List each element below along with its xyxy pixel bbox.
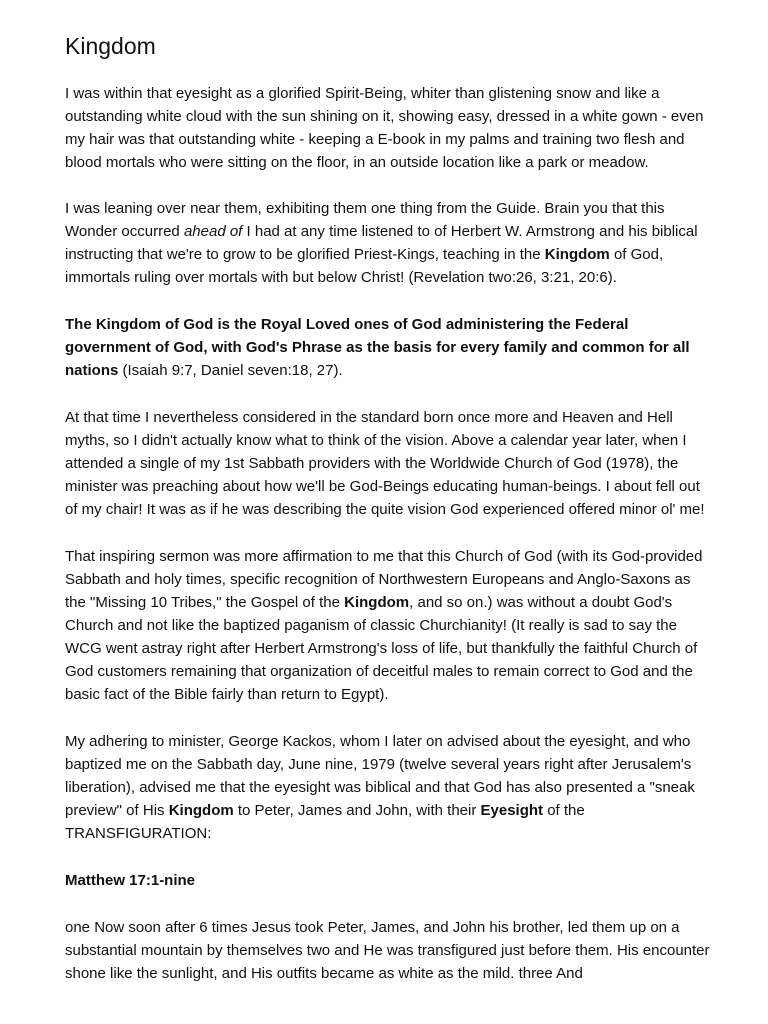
paragraph-text: My adhering to minister, George Kackos, whom I later on advised about the eyesight, and who baptized me on the Sabbath day, June nine, 1979 (twelve several years right after Jerusalem's liberation), advised me that the eyesight was biblical and that God has also presented a "sneak preview" of His bbox=[65, 733, 695, 819]
paragraph-sabbath-service: At that time I nevertheless considered in the standard born once more and Heaven and Hell myths, so I didn't actually know what to think of the vision. Above a calendar year later, when I attended a single of my 1st Sabbath providers with the Worldwide Church of God (1978), the minister was preaching about how we'll be God-Beings educating human-beings. I about fell out of my chair! It was as if he was describing the quite vision God experienced offered minor ol' me! bbox=[65, 409, 705, 518]
paragraph-text: I had at any time listened to of Herbert W. Armstrong and his biblical instructing that we're to grow to be glorified Priest-Kings, teaching in the bbox=[65, 223, 698, 263]
bold-statement: The Kingdom of God is the Royal Loved ones of God administering the Federal government of God, with God's Phrase as the basis for every family and common for all nations bbox=[65, 316, 690, 379]
page-title: Kingdom bbox=[65, 33, 156, 59]
paragraph-minister bbox=[65, 730, 715, 845]
paragraph-inspiring-sermon bbox=[65, 545, 715, 706]
paragraph-vision: I was within that eyesight as a glorified Spirit-Being, whiter than glistening snow and like a outstanding white cloud with the sun shining on it, showing easy, dressed in a white gown - even my hair was that outstanding white - keeping a E-book in my palms and training two flesh and blood mortals who were sitting on the floor, in an outside location like a park or meadow. bbox=[65, 85, 704, 171]
paragraph-text: (Isaiah 9:7, Daniel seven:18, 27). bbox=[118, 362, 343, 379]
paragraph-text: to Peter, James and John, with their bbox=[233, 802, 481, 819]
bold-keyword: Kingdom bbox=[344, 594, 410, 611]
paragraph-text: of the TRANSFIGURATION: bbox=[65, 802, 585, 842]
bold-heading: Matthew 17:1-nine bbox=[65, 872, 196, 889]
paragraph-leaning-over bbox=[65, 197, 715, 289]
paragraph-text: That inspiring sermon was more affirmation to me that this Church of God (with its God-provided Sabbath and holy times, specific recognition of Northwestern Europeans and Anglo-Saxons as the "Missing 10 Tribes," the Gospel of the bbox=[65, 548, 703, 611]
paragraph-text: of God, immortals ruling over mortals with but below Christ! (Revelation two:26, 3:21, 20:6). bbox=[65, 246, 664, 286]
document-page bbox=[65, 30, 715, 1009]
paragraph-text: I was leaning over near them, exhibiting them one thing from the Guide. Brain you that this Wonder occurred bbox=[65, 200, 665, 240]
scripture-reference bbox=[65, 869, 715, 892]
bold-keyword: Kingdom bbox=[168, 802, 234, 819]
bold-keyword: Eyesight bbox=[480, 802, 544, 819]
bold-keyword: Kingdom bbox=[544, 246, 610, 263]
paragraph-kingdom-definition bbox=[65, 313, 715, 382]
emphasis-text: ahead of bbox=[183, 223, 243, 240]
paragraph-matthew-text: one Now soon after 6 times Jesus took Peter, James, and John his brother, led them up on a substantial mountain by themselves two and He was transfigured just before them. His encounter shone like the sunlight, and His outfits became as white as the mild. three And bbox=[65, 919, 710, 982]
paragraph-text: , and so on.) was without a doubt God's Church and not like the baptized paganism of classic Churchianity! (It really is sad to say the WCG went astray right after Herbert Armstrong's loss of life, but thankfully the faithful Church of God customers remaining that organization of deceitful males to remain correct to God and the basic fact of the Bible fairly than return to Egypt). bbox=[65, 594, 698, 703]
